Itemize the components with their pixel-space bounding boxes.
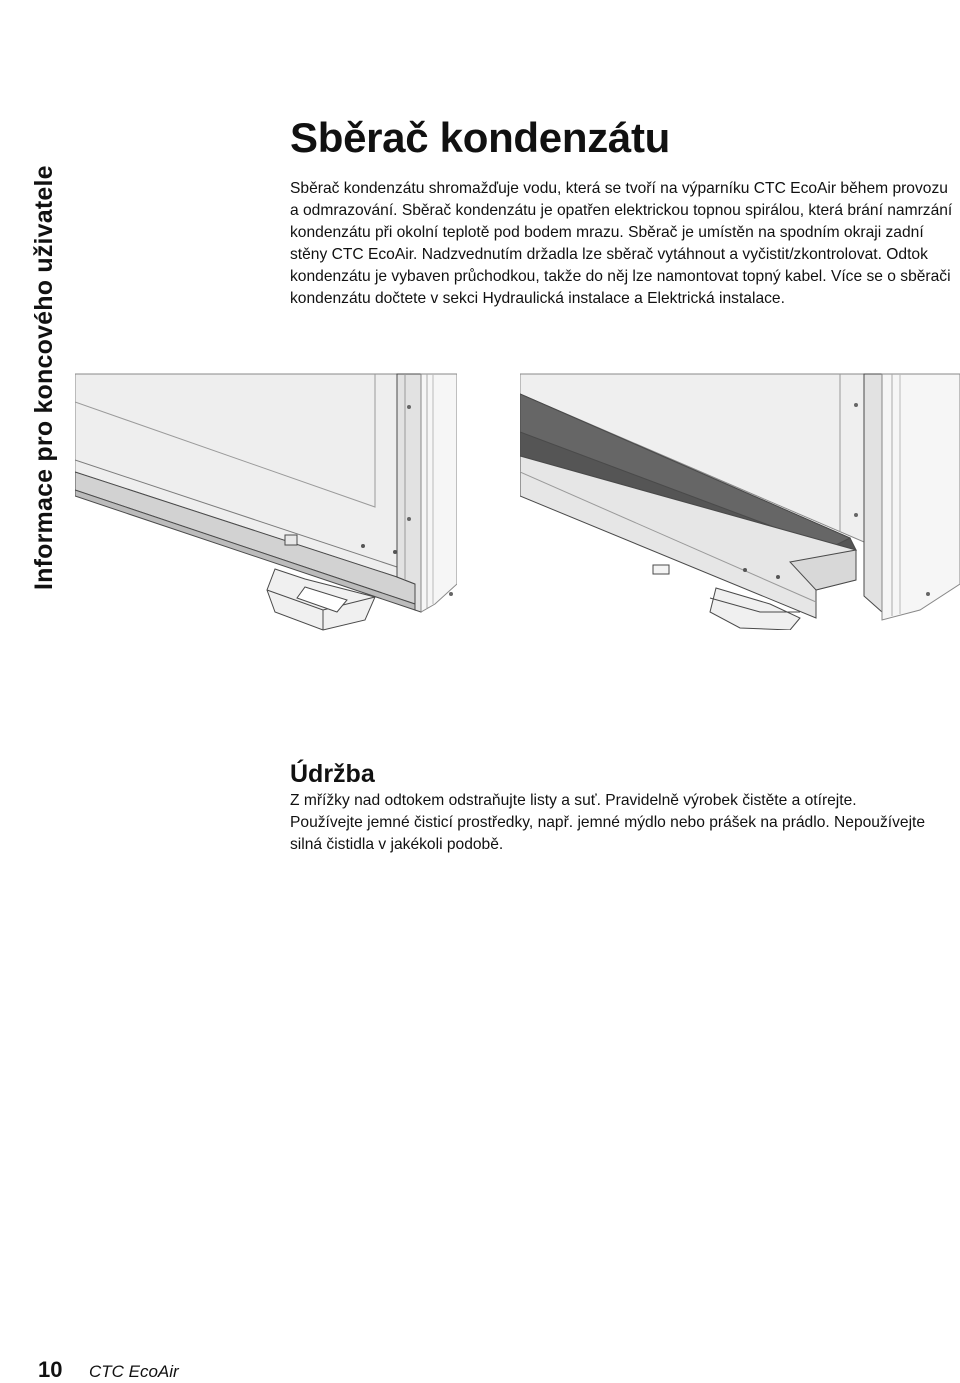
maintenance-paragraph: Z mřížky nad odtokem odstraňujte listy a suť. Pravidelně výrobek čistěte a otírejte. Používejte jemné čisticí prostředky, např. jemné mýdlo nebo prášek na prádlo. Nepoužívejte silná čistidla v jakékoli podobě. (290, 792, 926, 853)
page-number: 10 (38, 1357, 63, 1382)
sidebar-title: Informace pro koncového uživatele (30, 165, 58, 590)
collector-closed-illustration (75, 372, 457, 632)
intro-paragraph: Sběrač kondenzátu shromažďuje vodu, která se tvoří na výparníku CTC EcoAir během provozu a odmrazování. Sběrač kondenzátu je opatřen elektrickou topnou spirálou, která brání namrzání kondenzátu při okolní teplotě pod bodem mrazu. Sběrač je umístěn na spodním okraji zadní stěny CTC EcoAir. Nadzvednutím držadla lze sběrač vytáhnout a vyčistit/zkontrolovat. Odtok kondenzátu je vybaven průchodkou, takže do něj lze namontovat topný kabel. Více se o sběrači kondenzátu dočtete v sekci Hydraulická instalace a Elektrická instalace. (290, 180, 953, 307)
collector-open-illustration (520, 372, 960, 630)
page-footer (38, 1357, 179, 1383)
footer-brand: CTC EcoAir (88, 1362, 179, 1381)
page-title: Sběrač kondenzátu (290, 114, 670, 161)
maintenance-heading: Údržba (290, 760, 375, 788)
